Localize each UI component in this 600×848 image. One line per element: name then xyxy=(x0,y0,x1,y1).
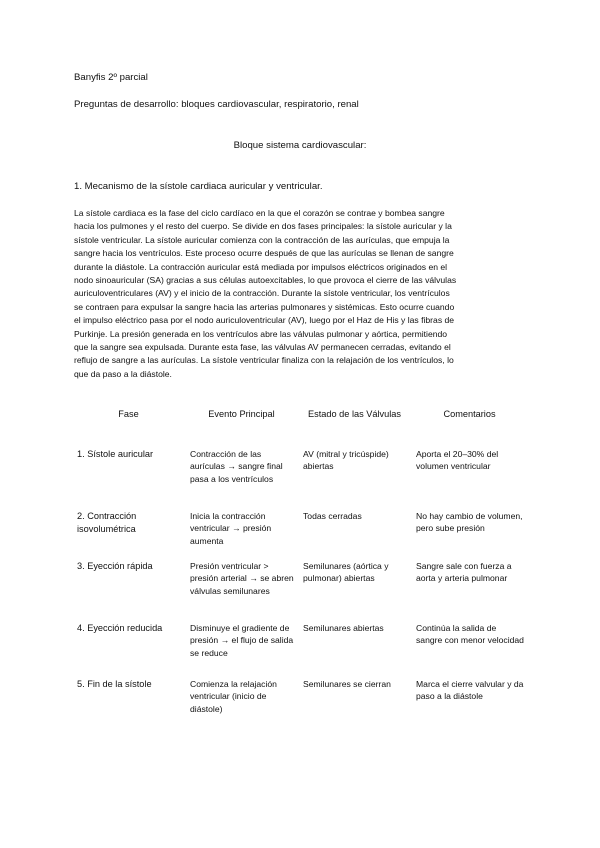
table-header-row xyxy=(72,404,528,448)
paragraph-line: auriculoventriculares (AV) y el inicio de la contracción. Durante la sístole ventricular, los ventrículos xyxy=(74,288,450,299)
block-heading: Bloque sistema cardiovascular: xyxy=(233,140,367,151)
header-valves: Estado de las Válvulas xyxy=(308,409,401,419)
paragraph-line: reflujo de sangre a las aurículas. La sístole ventricular finaliza con la relajación de los ventrículos, lo xyxy=(74,355,454,366)
header-event: Evento Principal xyxy=(208,409,275,419)
cell-event: Disminuye el gradiente de presión → el flujo de salida se reduce xyxy=(190,623,294,658)
cell-comments: Continúa la salida de sangre con menor velocidad xyxy=(416,623,524,646)
cell-phase: 1. Sístole auricular xyxy=(77,449,154,459)
document-title: Banyfis 2º parcial xyxy=(74,72,148,83)
cell-valves: Semilunares se cierran xyxy=(303,679,391,689)
paragraph-line: que da paso a la diástole. xyxy=(74,368,172,379)
table-row xyxy=(72,448,528,510)
header-phase: Fase xyxy=(118,409,139,419)
cell-comments: Sangre sale con fuerza a aorta y arteria pulmonar xyxy=(416,561,512,584)
table-row xyxy=(72,560,528,622)
cell-event: Presión ventricular > presión arterial → se abren válvulas semilunares xyxy=(190,561,294,596)
systole-phases-table xyxy=(72,404,528,728)
cell-event: Contracción de las aurículas → sangre final pasa a los ventrículos xyxy=(190,449,283,484)
cell-phase: 3. Eyección rápida xyxy=(77,561,153,571)
question-heading: 1. Mecanismo de la sístole cardiaca auricular y ventricular. xyxy=(74,181,323,192)
paragraph-line: que la sangre sea expulsada. Durante esta fase, las válvulas AV permanecen cerradas, evitando el xyxy=(74,342,451,353)
cell-comments: Aporta el 20–30% del volumen ventricular xyxy=(416,449,499,472)
body-paragraph xyxy=(74,207,526,381)
cell-event: Comienza la relajación ventricular (inicio de diástole) xyxy=(190,679,277,714)
paragraph-line: sangre hacia los ventrículos. Este proceso ocurre después de que las aurículas se llenan de sangre xyxy=(74,248,454,259)
paragraph-line: el impulso eléctrico pasa por el nodo auriculoventricular (AV), luego por el Haz de His y las fibras de xyxy=(74,315,455,326)
cell-phase: 2. Contracción isovolumétrica xyxy=(77,511,137,534)
cell-valves: Todas cerradas xyxy=(303,511,362,521)
paragraph-line: La sístole cardiaca es la fase del ciclo cardíaco en la que el corazón se contrae y bombea sangre xyxy=(74,208,445,218)
cell-phase: 4. Eyección reducida xyxy=(77,623,163,633)
table-row xyxy=(72,510,528,560)
paragraph-line: sístole ventricular. La sístole auricular comienza con la contracción de las aurículas, que empuja la xyxy=(74,234,450,245)
paragraph-line: Purkinje. La presión generada en los ventrículos abre las válvulas pulmonar y aórtica, permitiendo xyxy=(74,328,448,339)
cell-comments: No hay cambio de volumen, pero sube presión xyxy=(416,511,523,534)
cell-valves: Semilunares abiertas xyxy=(303,623,384,633)
cell-phase: 5. Fin de la sístole xyxy=(77,679,152,689)
paragraph-line: durante la diástole. La contracción auricular está mediada por impulsos eléctricos originados en el xyxy=(74,261,448,272)
paragraph-line: se contraen para expulsar la sangre hacia las arterias pulmonares y sistémicas. Esto ocurre cuando xyxy=(74,301,455,312)
cell-comments: Marca el cierre valvular y da paso a la diástole xyxy=(416,679,524,702)
paragraph-line: nodo sinoauricular (SA) gracias a sus células autoexcitables, lo que provoca el cierre de las válvulas xyxy=(74,275,457,286)
table-row xyxy=(72,622,528,678)
cell-event: Inicia la contracción ventricular → presión aumenta xyxy=(190,511,272,546)
cell-valves: Semilunares (aórtica y pulmonar) abiertas xyxy=(303,561,389,584)
table-row xyxy=(72,678,528,728)
paragraph-line: hacia los pulmones y el resto del cuerpo. Se divide en dos fases principales: la sístole auricular y la xyxy=(74,221,452,232)
document-subtitle: Preguntas de desarrollo: bloques cardiovascular, respiratorio, renal xyxy=(74,99,359,110)
cell-valves: AV (mitral y tricúspide) abiertas xyxy=(303,449,389,472)
header-comments: Comentarios xyxy=(443,409,496,419)
